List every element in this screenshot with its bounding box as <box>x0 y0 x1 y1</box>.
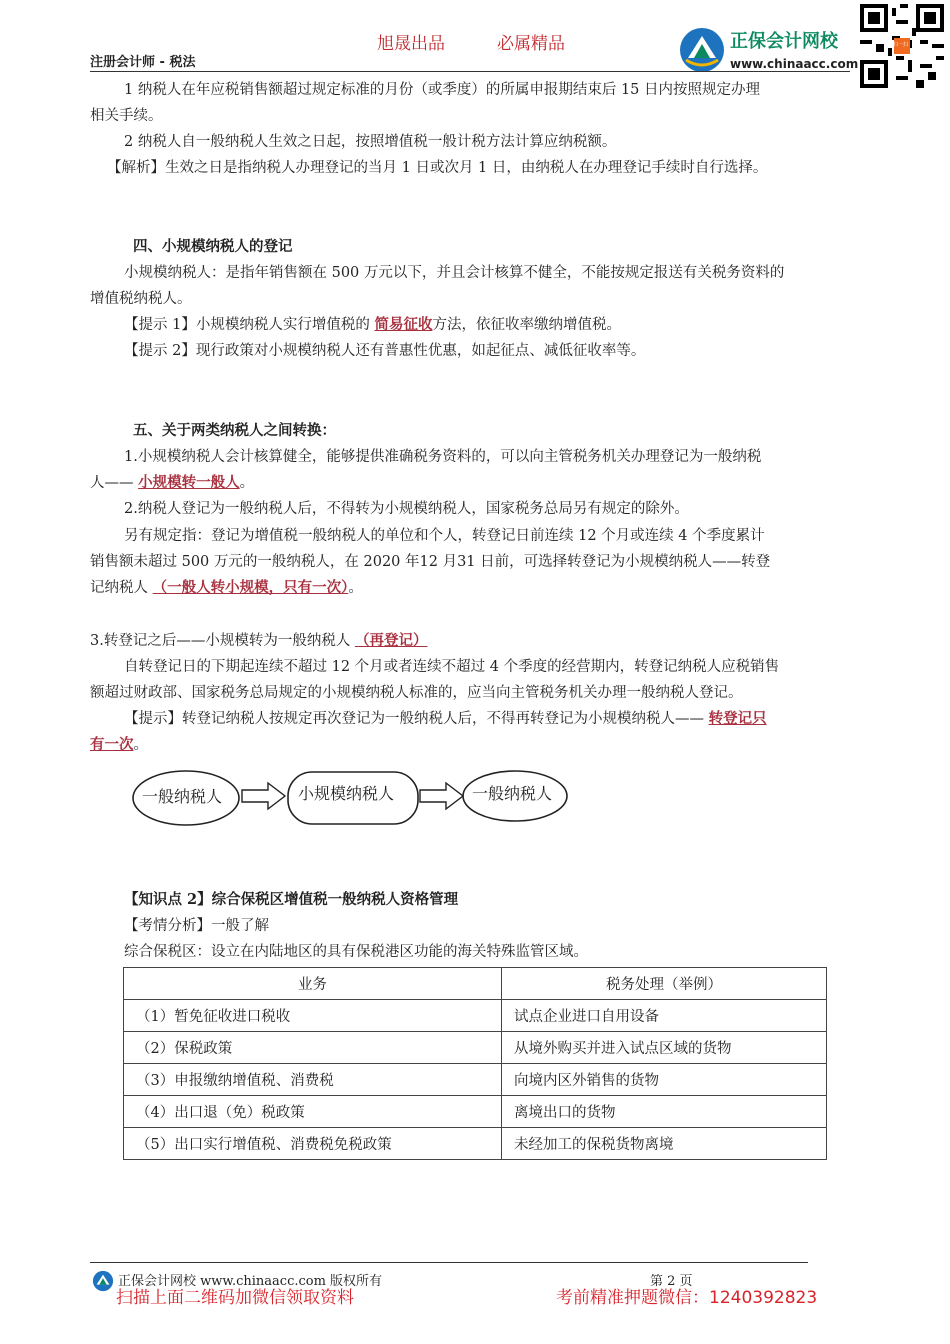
sec5-item3-highlight: （再登记） <box>354 632 428 649</box>
qr-code[interactable] <box>860 4 944 88</box>
table-cell: 未经加工的保税货物离境 <box>502 1128 827 1160</box>
sec4-tip1-pre: 【提示 1】小规模纳税人实行增值税的 <box>124 317 370 333</box>
table-cell: （1）暂免征收进口税收 <box>124 1000 502 1032</box>
sec5-item1-post: 。 <box>239 475 255 491</box>
table-cell: （4）出口退（免）税政策 <box>124 1096 502 1128</box>
slogan-left: 旭晟出品 <box>377 34 445 54</box>
sec1-note: 【解析】生效之日是指纳税人办理登记的当月 1 日或次月 1 日，由纳税人在办理登记手续时自行选择。 <box>107 160 768 176</box>
table-header-row <box>124 968 827 1000</box>
doc-title: 注册会计师 - 税法 <box>90 55 196 70</box>
diagram-node2: 小规模纳税人 <box>298 784 395 803</box>
sec5-tip-line1 <box>124 709 767 729</box>
kp2-analysis: 【考情分析】一般了解 <box>124 918 269 934</box>
table-cell: （5）出口实行增值税、消费税免税政策 <box>124 1128 502 1160</box>
logo-mark-icon <box>678 26 726 74</box>
sec5-tip-line2 <box>90 735 148 755</box>
brand-url: www.chinaacc.com <box>730 57 859 71</box>
arrow-1-icon <box>242 783 285 809</box>
table-cell: （3）申报缴纳增值税、消费税 <box>124 1064 502 1096</box>
sec1-p2: 2 纳税人自一般纳税人生效之日起，按照增值税一般计税方法计算应纳税额。 <box>124 134 617 150</box>
arrow-2-icon <box>420 783 463 809</box>
slogan-right: 必属精品 <box>497 34 565 54</box>
sec5-other-pre: 记纳税人 <box>90 580 148 596</box>
sec5-other-line1: 另有规定指：登记为增值税一般纳税人的单位和个人，转登记日前连续 12 个月或连续 4 个季度累计 <box>124 528 765 544</box>
qr-badge: 扫一扫 <box>893 42 909 48</box>
sec5-other-line3 <box>90 578 363 598</box>
sec4-tip1 <box>124 315 621 335</box>
footer-divider <box>90 1262 808 1263</box>
table-row <box>124 1128 827 1160</box>
kp2-heading: 【知识点 2】综合保税区增值税一般纳税人资格管理 <box>124 891 459 908</box>
diagram-node3: 一般纳税人 <box>472 784 553 803</box>
brand-name <box>730 32 838 52</box>
footer-copyright: 正保会计网校 www.chinaacc.com 版权所有 <box>118 1274 383 1289</box>
sec4-tip2: 【提示 2】现行政策对小规模纳税人还有普惠性优惠，如起征点、减低征收率等。 <box>124 343 646 359</box>
sec5-item1-highlight: 小规模转一般人 <box>138 474 240 491</box>
table-cell: 从境外购买并进入试点区域的货物 <box>502 1032 827 1064</box>
sec5-item3 <box>90 631 427 651</box>
table-row <box>124 1000 827 1032</box>
sec5-item1-line1: 1.小规模纳税人会计核算健全，能够提供准确税务资料的，可以向主管税务机关办理登记为一般纳税 <box>124 449 762 465</box>
sec5-tip-highlight2: 有一次 <box>90 736 134 753</box>
brand-name-text: 正保会计网校 <box>730 31 838 52</box>
sec5-other-post: 。 <box>348 580 363 596</box>
kp2-definition: 综合保税区：设立在内陆地区的具有保税港区功能的海关特殊监管区域。 <box>124 944 588 960</box>
conversion-diagram <box>130 768 580 830</box>
footer-page-number: 第 2 页 <box>650 1274 693 1289</box>
sec5-item3-body-line1: 自转登记日的下期起连续不超过 12 个月或者连续不超过 4 个季度的经营期内，转登记纳税人应税销售 <box>124 659 780 675</box>
table-row <box>124 1064 827 1096</box>
table-cell: 试点企业进口自用设备 <box>502 1000 827 1032</box>
promo-right: 考前精准押题微信：1240392823 <box>556 1288 818 1308</box>
table-cell: 离境出口的货物 <box>502 1096 827 1128</box>
table-header-cell: 税务处理（举例） <box>502 968 827 1000</box>
sec4-def-line2: 增值税纳税人。 <box>90 291 192 307</box>
sec5-tip-post: 。 <box>133 737 148 753</box>
sec5-item1-pre: 人—— <box>90 475 134 491</box>
table-cell: （2）保税政策 <box>124 1032 502 1064</box>
sec4-tip1-post: 方法，依征收率缴纳增值税。 <box>432 317 621 333</box>
brand-logo <box>678 26 859 74</box>
table-header-cell: 业务 <box>124 968 502 1000</box>
sec5-item2: 2.纳税人登记为一般纳税人后，不得转为小规模纳税人，国家税务总局另有规定的除外。 <box>124 501 689 517</box>
diagram-node1: 一般纳税人 <box>142 787 223 806</box>
table-cell: 向境内区外销售的货物 <box>502 1064 827 1096</box>
sec5-other-line2: 销售额未超过 500 万元的一般纳税人，在 2020 年12 月31 日前，可选择转登记为小规模纳税人——转登 <box>90 554 771 570</box>
header-divider <box>90 71 850 72</box>
table-row <box>124 1096 827 1128</box>
sec5-other-highlight: （一般人转小规模，只有一次） <box>152 579 349 596</box>
sec5-item3-body-line2: 额超过财政部、国家税务总局规定的小规模纳税人标准的，应当向主管税务机关办理一般纳税人登记。 <box>90 685 743 701</box>
sec5-tip-pre: 【提示】转登记纳税人按规定再次登记为一般纳税人后，不得再转登记为小规模纳税人—— <box>124 711 704 727</box>
table-row <box>124 1032 827 1064</box>
sec1-p1-line1: 1 纳税人在年应税销售额超过规定标准的月份（或季度）的所属申报期结束后 15 日内按照规定办理 <box>124 82 760 98</box>
sec1-p1-line2: 相关手续。 <box>90 108 163 124</box>
sec4-tip1-highlight: 简易征收 <box>374 316 433 333</box>
business-table <box>123 967 827 1160</box>
sec5-item3-pre: 3.转登记之后——小规模转为一般纳税人 <box>90 633 351 649</box>
promo-left: 扫描上面二维码加微信领取资料 <box>116 1288 354 1308</box>
footer-logo-icon <box>92 1270 114 1292</box>
sec4-def-line1: 小规模纳税人：是指年销售额在 500 万元以下，并且会计核算不健全，不能按规定报送有关税务资料的 <box>124 265 785 281</box>
sec4-heading: 四、小规模纳税人的登记 <box>133 238 293 255</box>
sec5-tip-highlight1: 转登记只 <box>708 710 767 727</box>
sec5-item1-line2 <box>90 473 254 493</box>
sec5-heading: 五、关于两类纳税人之间转换： <box>133 422 336 439</box>
